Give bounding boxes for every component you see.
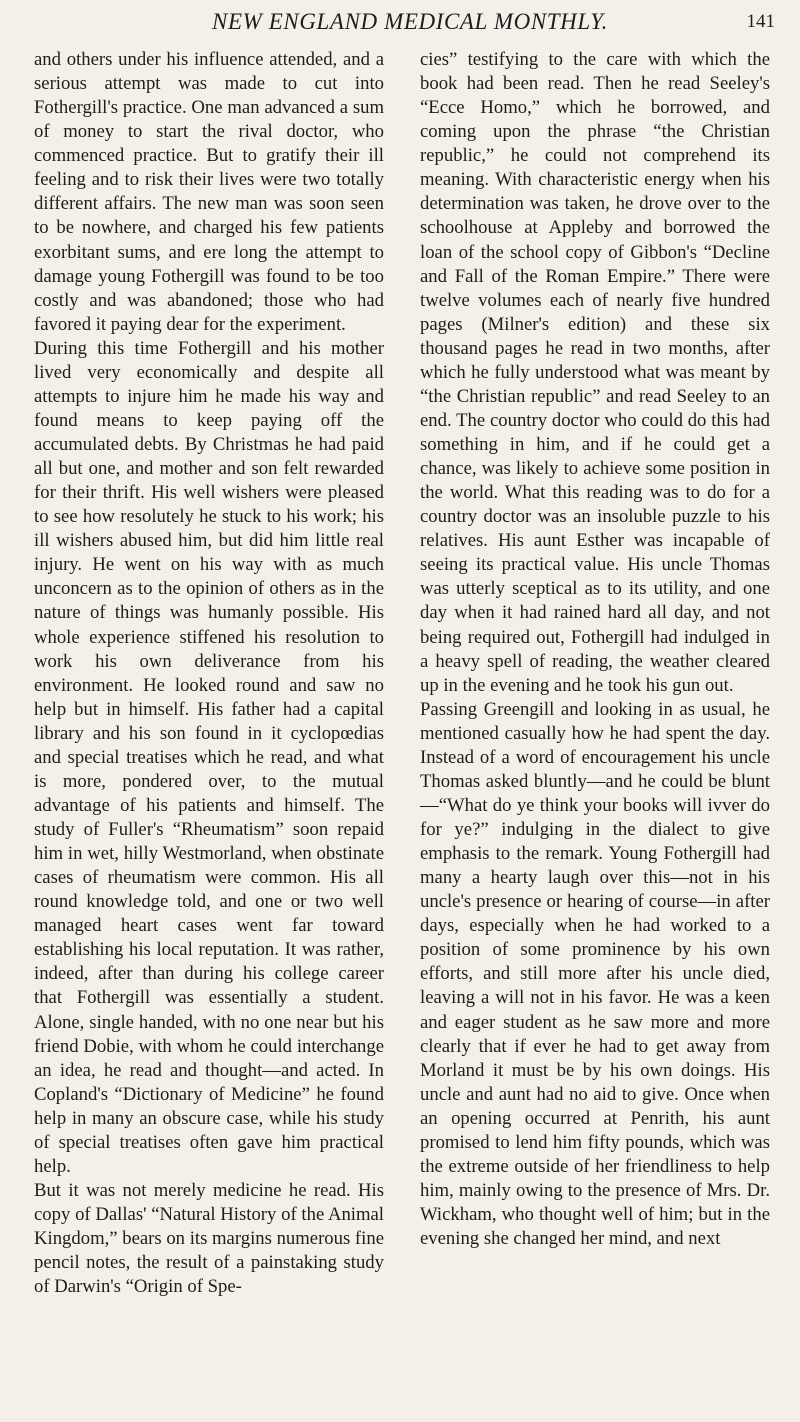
left-paragraph-1: and others under his influence attended, and a serious attempt was made to cut into Fothergill's practice. One man advanced a sum of money to start the rival doctor, who commenced practice. But to gratify their ill feeling and to risk their lives were two totally different affairs. The new man was soon seen to be nowhere, and charged his few patients exorbitant sums, and ere long the attempt to damage young Fothergill was found to be too costly and was abandoned; those who had favored it paying dear for the experiment. [34,49,384,335]
right-column [420,48,770,1251]
running-title: NEW ENGLAND MEDICAL MONTHLY. [212,9,608,34]
left-column [34,48,384,1299]
left-paragraph-2: During this time Fothergill and his mother lived very economically and despite all attempts to injure him he made his way and found means to keep paying off the accumulated debts. By Christmas he had paid all but one, and mother and son felt rewarded for their thrift. His well wishers were pleased to see how resolutely he stuck to his work; his ill wishers abused him, but did him little real injury. He went on his way with as much unconcern as to the opinion of others as in the nature of things was humanly possible. His whole experience stiffened his resolution to work his own deliverance from his environment. He looked round and saw no help but in himself. His father had a capital library and his son found in it cyclopœdias and special treatises which he read, and what is more, pondered over, to the mutual advantage of his patients and himself. The study of Fuller's “Rheumatism” soon repaid him in wet, hilly Westmorland, when obstinate cases of rheumatism were common. His all round knowledge told, and one or two well managed heart cases went far toward establishing his local reputation. It was rather, indeed, after than during his college career that Fothergill was essentially a student. Alone, single handed, with no one near but his friend Dobie, with whom he could interchange an idea, he read and thought—and acted. In Copland's “Dictionary of Medicine” he found help in many an obscure case, while his study of special treatises often gave him practical help. [34,337,384,1177]
page-number: 141 [746,11,775,32]
right-paragraph-1: cies” testifying to the care with which the book had been read. Then he read Seeley's “Ecce Homo,” which he borrowed, and coming upon the phrase “the Christian republic,” he could not comprehend its meaning. With characteristic energy when his determination was taken, he drove over to the schoolhouse at Appleby and borrowed the loan of the school copy of Gibbon's “Decline and Fall of the Roman Empire.” There were twelve volumes each of nearly five hundred pages (Milner's edition) and these six thousand pages he read in two months, after which he fully understood what was meant by “the Christian republic” and read Seeley to an end. The country doctor who could do this had something in him, and if he could get a chance, was likely to achieve some position in the world. What this reading was to do for a country doctor was an insoluble puzzle to his relatives. His aunt Esther was incapable of seeing its practical value. His uncle Thomas was utterly sceptical as to its utility, and one day when it had rained hard all day, and not being required out, Fothergill had indulged in a heavy spell of reading, the weather cleared up in the evening and he took his gun out. [420,49,770,696]
left-paragraph-3: But it was not merely medicine he read. His copy of Dallas' “Natural History of the Animal Kingdom,” bears on its margins numerous fine pencil notes, the result of a painstaking study of Darwin's “Origin of Spe- [34,1179,384,1298]
page-header [0,8,800,36]
right-paragraph-2: Passing Greengill and looking in as usual, he mentioned casually how he had spent the day. Instead of a word of encouragement his uncle Thomas asked bluntly—and he could be blunt—“What do ye think your books will ivver do for ye?” indulging in the dialect to give emphasis to the remark. Young Fothergill had many a hearty laugh over this—not in his uncle's presence or hearing of course—in after days, especially when he had worked to a position of some prominence by his own efforts, and still more after his uncle died, leaving a will not in his favor. He was a keen and eager student as he saw more and more clearly that if ever he had to get away from Morland it must be by his own doings. His uncle and aunt had no aid to give. Once when an opening occurred at Penrith, his aunt promised to lend him fifty pounds, which was the extreme outside of her friendliness to help him, mainly owing to the presence of Mrs. Dr. Wickham, who thought well of him; but in the evening she changed her mind, and next [420,698,770,1250]
